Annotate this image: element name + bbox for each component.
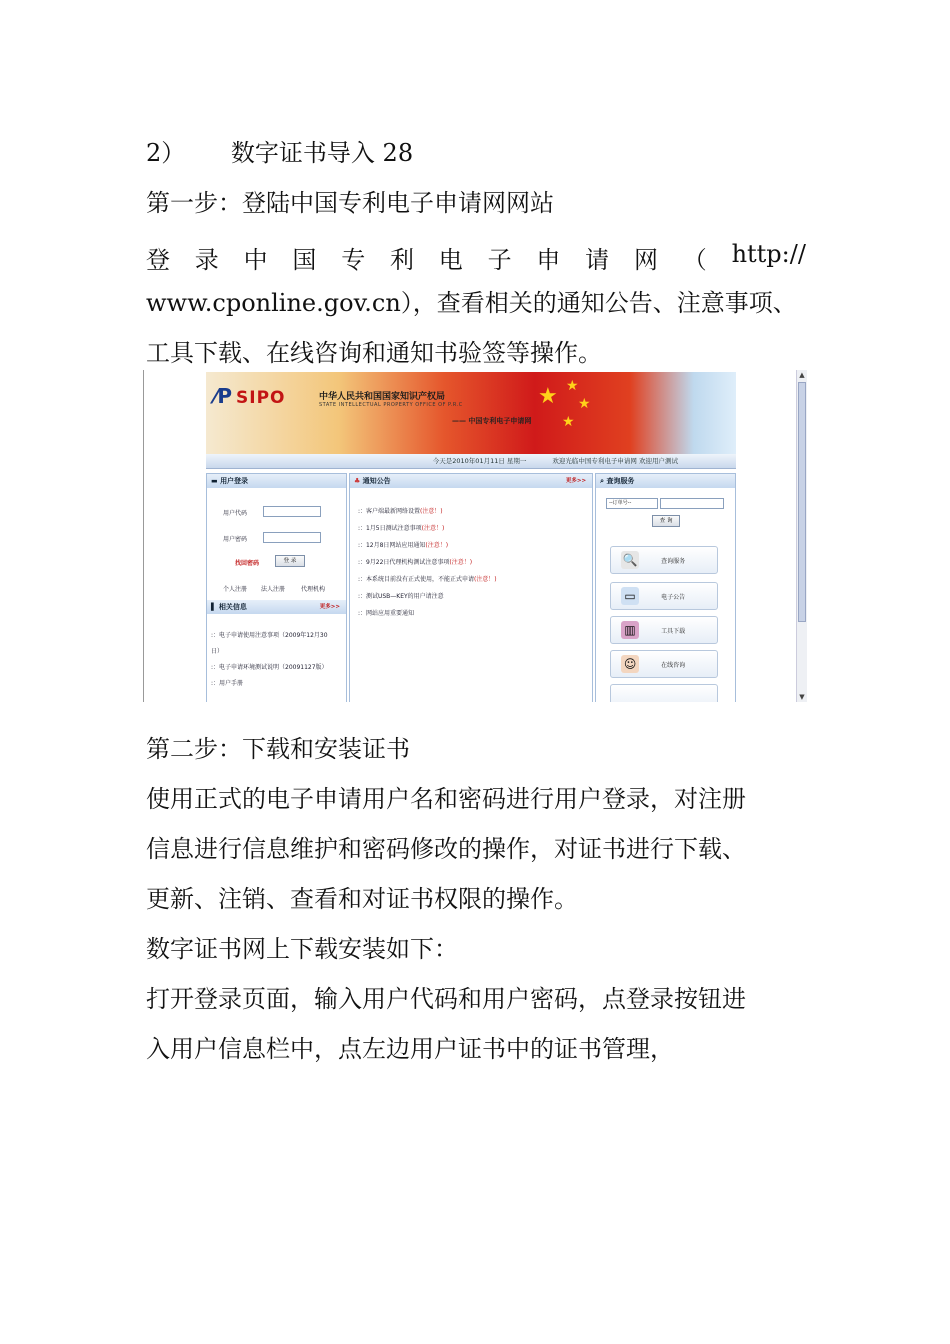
person-icon: ☺ (621, 655, 639, 673)
user-code-label: 用户代码 (223, 510, 248, 517)
heading-number: 2） (146, 139, 186, 167)
books-icon: ▥ (621, 621, 639, 639)
step1-char: 中 (243, 246, 268, 274)
welcome-text: 欢迎光临中国专利电子申请网 欢迎用户测试 (552, 457, 678, 465)
step1-char: 专 (341, 246, 366, 274)
query-title: 查询服务 (606, 477, 635, 485)
notice-header (350, 474, 592, 488)
service-download[interactable]: ▥ 工具下载 (610, 616, 718, 644)
step1-char: （ (682, 246, 707, 274)
site-logo: SIPO (236, 388, 286, 408)
website-screenshot (143, 370, 807, 702)
step1-char: 子 (487, 246, 512, 274)
step1-char: 申 (536, 246, 561, 274)
heading-line (146, 140, 413, 166)
step2-p2: 信息进行信息维护和密码修改的操作，对证书进行下载、 (146, 835, 746, 863)
org-name-cn: 中华人民共和国国家知识产权局 (319, 392, 446, 402)
notice-item[interactable]: :：网站应用重要通知 (357, 610, 414, 617)
related-item[interactable]: :：电子申请环境测试说明（20091127版） (211, 664, 328, 671)
service-announcement[interactable]: ▭ 电子公告 (610, 582, 718, 610)
login-panel (206, 473, 347, 702)
step1-line2: www.cponline.gov.cn），查看相关的通知公告、注意事项、 (146, 289, 797, 317)
site-page (206, 372, 736, 702)
service-consult[interactable]: ☺ 在线咨询 (610, 650, 718, 678)
org-name-en: STATE INTELLECTUAL PROPERTY OFFICE OF P.R.C (319, 402, 463, 408)
flag-star-icon: ★ (538, 384, 558, 409)
step2-title: 第二步：下载和安装证书 (146, 735, 410, 763)
notice-item[interactable]: :：12月8日网站应用通知(注意！) (357, 542, 449, 549)
main-panels (206, 473, 736, 702)
agency-register-link[interactable]: 代理机构 (301, 586, 326, 593)
user-password-input[interactable] (263, 532, 321, 543)
sipo-logo-icon: ⁄P (214, 384, 232, 408)
site-subtitle: —— 中国专利电子申请网 (452, 417, 532, 425)
related-header (207, 600, 346, 614)
notice-more-link[interactable]: 更多>> (565, 478, 587, 484)
recover-password-link[interactable]: 找回密码 (235, 560, 260, 567)
step1-title: 第一步：登陆中国专利电子申请网网站 (146, 189, 554, 217)
related-item[interactable]: 日） (211, 648, 224, 655)
query-panel (595, 473, 736, 702)
service-more[interactable] (610, 684, 718, 702)
search-icon: 🔍 (622, 553, 638, 567)
step2-p3: 更新、注销、查看和对证书权限的操作。 (146, 885, 578, 913)
corporate-register-link[interactable]: 法人注册 (261, 586, 286, 593)
today-date: 今天是2010年01月11日 星期一 (432, 457, 527, 465)
people-icon: ♣ (353, 477, 361, 485)
related-more-link[interactable]: 更多>> (319, 604, 340, 610)
step1-char: 请 (585, 246, 610, 274)
related-item[interactable]: :：电子申请使用注意事项（2009年12月30 (211, 632, 328, 639)
step1-line3: 工具下载、在线咨询和通知书验签等操作。 (146, 339, 602, 367)
personal-register-link[interactable]: 个人注册 (223, 586, 248, 593)
query-input[interactable] (660, 498, 724, 509)
scroll-down-icon[interactable]: ▼ (799, 693, 805, 701)
user-password-label: 用户密码 (223, 536, 248, 543)
magnifier-icon: ⌕ (600, 477, 604, 485)
bar-icon: ▌ (211, 603, 217, 611)
page-scrollbar[interactable] (796, 370, 807, 702)
service-query[interactable]: 🔍 查询服务 (610, 546, 718, 574)
notice-item[interactable]: :：本系统目前没有正式使用，不能正式申请(注意！) (357, 576, 497, 583)
monitor-icon: ▬ (211, 477, 218, 485)
step1-char: 国 (292, 246, 317, 274)
related-title: 相关信息 (218, 603, 247, 611)
step2-p5: 打开登录页面，输入用户代码和用户密码，点登录按钮进 (146, 985, 746, 1013)
query-header (596, 474, 735, 488)
step1-line1 (146, 240, 806, 275)
order-select[interactable]: --订单号-- (606, 498, 658, 509)
step1-char: 录 (194, 246, 219, 274)
step1-char: http:// (731, 240, 806, 268)
step1-char: 网 (633, 246, 658, 274)
step2-p6: 入用户信息栏中，点左边用户证书中的证书管理， (146, 1035, 674, 1063)
user-code-input[interactable] (263, 506, 321, 517)
login-button[interactable]: 登 录 (275, 555, 305, 567)
login-header (207, 474, 346, 488)
step1-char: 电 (438, 246, 463, 274)
step1-char: 利 (389, 246, 414, 274)
notice-item[interactable]: :：1月5日测试注意事项(注意！) (357, 525, 445, 532)
scroll-up-icon[interactable]: ▲ (799, 371, 805, 379)
notice-panel (349, 473, 593, 702)
site-banner (206, 372, 736, 454)
flag-star-icon: ★ (562, 414, 575, 430)
scroll-thumb[interactable] (798, 382, 806, 622)
heading-text: 数字证书导入 28 (230, 139, 414, 167)
step2-p4: 数字证书网上下载安装如下： (146, 935, 458, 963)
step2-p1: 使用正式的电子申请用户名和密码进行用户登录，对注册 (146, 785, 746, 813)
flag-star-icon: ★ (578, 396, 591, 412)
notice-title: 通知公告 (362, 477, 391, 485)
notice-item[interactable]: :：9月22日代理机构测试注意事项(注意！) (357, 559, 473, 566)
flag-star-icon: ★ (566, 378, 579, 394)
related-item[interactable]: :：用户手册 (211, 680, 244, 687)
query-button[interactable]: 查 询 (652, 515, 680, 527)
date-bar (206, 454, 736, 469)
login-title: 用户登录 (220, 477, 249, 485)
step1-char: 登 (146, 246, 170, 274)
notice-item[interactable]: :：测试USB—KEY的用户请注意 (357, 593, 444, 600)
monitor-icon: ▭ (621, 587, 639, 605)
notice-item[interactable]: :：客户端最新网络设置(注意！) (357, 508, 443, 515)
